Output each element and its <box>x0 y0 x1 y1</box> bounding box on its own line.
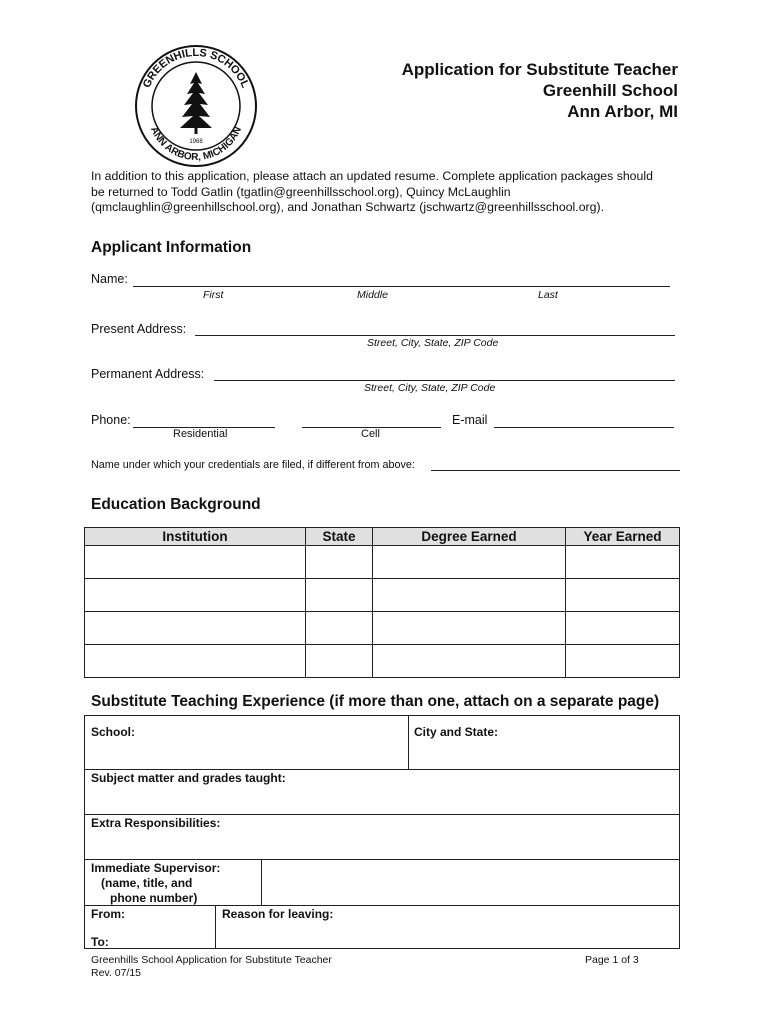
intro-line: be returned to Todd Gatlin (tgatlin@greenhillsschool.org), Quincy McLaughlin <box>91 184 511 199</box>
phone-label: Phone: <box>91 413 131 427</box>
state-cell[interactable] <box>306 612 373 645</box>
school-location: Ann Arbor, MI <box>567 102 678 121</box>
divider <box>85 769 679 770</box>
credentials-name-field[interactable] <box>431 470 680 471</box>
table-row <box>85 612 680 645</box>
col-state: State <box>306 528 373 546</box>
pine-tree-icon <box>180 72 212 134</box>
table-row <box>85 546 680 579</box>
year-cell[interactable] <box>566 645 680 678</box>
reason-leaving-label: Reason for leaving: <box>222 907 334 921</box>
education-heading: Education Background <box>91 496 261 513</box>
divider <box>408 716 409 769</box>
applicant-heading: Applicant Information <box>91 239 252 256</box>
name-first-hint: First <box>203 289 224 301</box>
supervisor-label-line: phone number) <box>110 891 198 905</box>
divider <box>261 859 262 905</box>
education-table <box>84 527 680 678</box>
year-cell[interactable] <box>566 579 680 612</box>
supervisor-label <box>91 861 220 906</box>
col-degree: Degree Earned <box>373 528 566 546</box>
school-name: Greenhill School <box>542 81 678 100</box>
col-institution: Institution <box>85 528 306 546</box>
residential-hint: Residential <box>173 428 228 440</box>
intro-line: In addition to this application, please attach an updated resume. Complete application packages should <box>91 169 653 183</box>
institution-cell[interactable] <box>85 546 306 579</box>
seal-bottom-text: ANN ARBOR, MICHIGAN <box>148 125 244 164</box>
seal-year: 1968 <box>189 139 203 145</box>
institution-cell[interactable] <box>85 645 306 678</box>
year-cell[interactable] <box>566 546 680 579</box>
state-cell[interactable] <box>306 645 373 678</box>
present-address-label: Present Address: <box>91 322 187 336</box>
credentials-label: Name under which your credentials are filed, if different from above: <box>91 459 415 471</box>
permanent-address-label: Permanent Address: <box>91 367 205 381</box>
supervisor-label-line: Immediate Supervisor: <box>91 861 221 875</box>
name-field[interactable] <box>133 286 670 287</box>
footer-revision: Rev. 07/15 <box>91 967 142 979</box>
intro-line: (qmclaughlin@greenhillschool.org), and Jonathan Schwartz (jschwartz@greenhillsschool.org). <box>91 200 604 214</box>
institution-cell[interactable] <box>85 612 306 645</box>
degree-cell[interactable] <box>373 579 566 612</box>
footer-doc-title: Greenhills School Application for Substitute Teacher <box>91 954 332 966</box>
divider <box>85 814 679 815</box>
experience-table <box>84 715 680 949</box>
permanent-address-field[interactable] <box>214 380 675 381</box>
degree-cell[interactable] <box>373 546 566 579</box>
subject-field-label: Subject matter and grades taught: <box>91 771 286 785</box>
cell-hint: Cell <box>361 428 380 440</box>
to-label: To: <box>91 935 109 949</box>
seal-top-text: GREENHILLS SCHOOL <box>140 46 252 90</box>
education-header-row <box>85 528 680 546</box>
school-seal-logo <box>132 42 260 170</box>
institution-cell[interactable] <box>85 579 306 612</box>
page-number: Page 1 of 3 <box>585 954 639 966</box>
permanent-address-hint: Street, City, State, ZIP Code <box>364 382 496 394</box>
footer-left <box>91 954 332 980</box>
city-state-field-label: City and State: <box>414 725 499 739</box>
from-label: From: <box>91 907 125 921</box>
supervisor-label-line: (name, title, and <box>101 876 193 890</box>
degree-cell[interactable] <box>373 612 566 645</box>
state-cell[interactable] <box>306 579 373 612</box>
state-cell[interactable] <box>306 546 373 579</box>
name-label: Name: <box>91 272 128 286</box>
extra-responsibilities-label: Extra Responsibilities: <box>91 816 221 830</box>
degree-cell[interactable] <box>373 645 566 678</box>
present-address-field[interactable] <box>195 335 675 336</box>
table-row <box>85 579 680 612</box>
divider <box>85 859 679 860</box>
school-field-label: School: <box>91 725 135 739</box>
name-middle-hint: Middle <box>357 289 388 301</box>
email-label: E-mail <box>452 413 488 427</box>
col-year: Year Earned <box>566 528 680 546</box>
email-field[interactable] <box>494 427 674 428</box>
year-cell[interactable] <box>566 612 680 645</box>
table-row <box>85 645 680 678</box>
experience-heading: Substitute Teaching Experience (if more than one, attach on a separate page) <box>91 693 660 710</box>
intro-paragraph <box>91 169 681 216</box>
divider <box>215 905 216 949</box>
present-address-hint: Street, City, State, ZIP Code <box>367 337 499 349</box>
form-title: Application for Substitute Teacher <box>401 60 678 79</box>
name-last-hint: Last <box>538 289 558 301</box>
